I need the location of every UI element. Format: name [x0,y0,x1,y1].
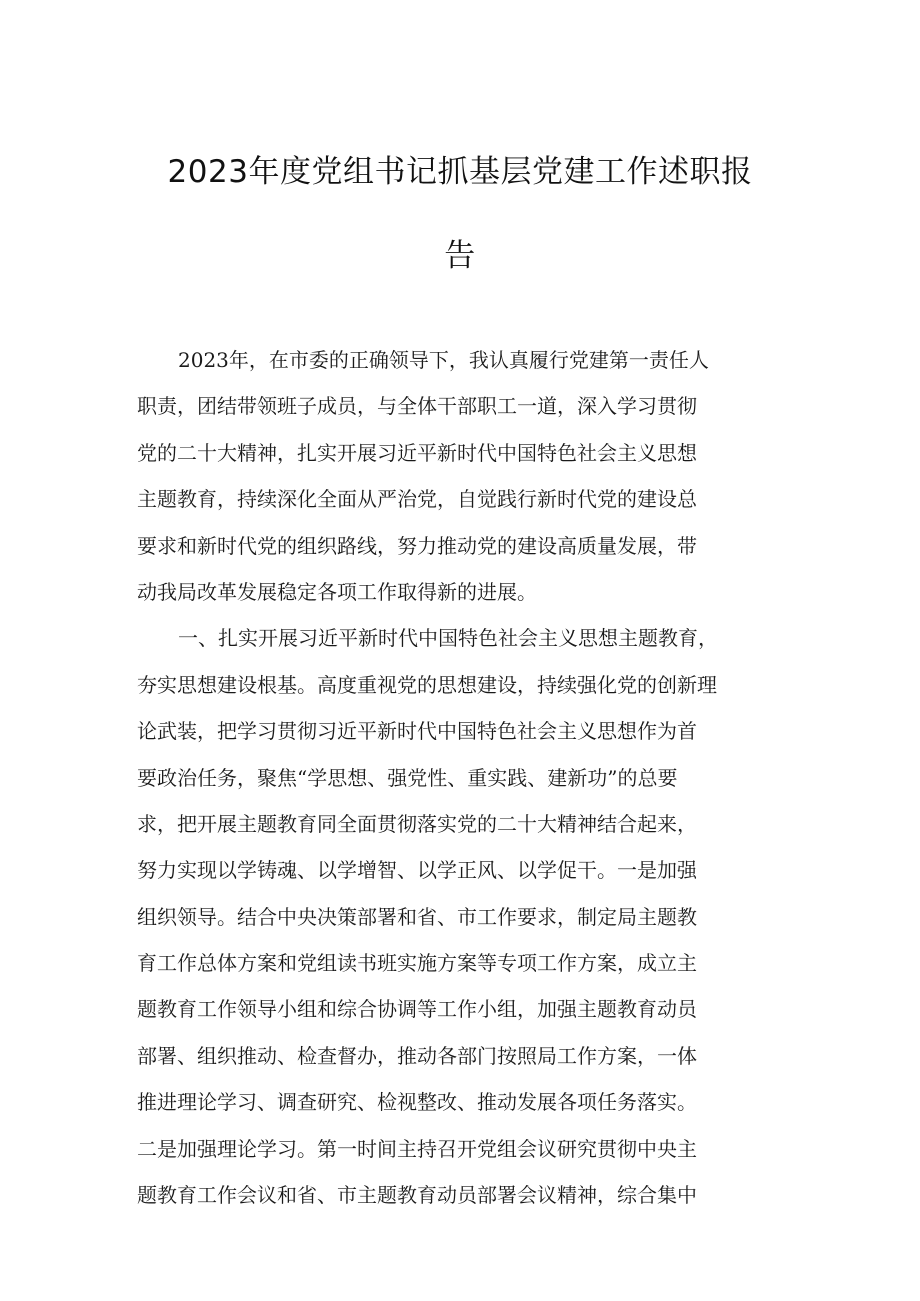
text-line: 求，把开展主题教育同全面贯彻落实党的二十大精神结合起来， [137,811,697,836]
paragraph-section-1 [137,615,787,1218]
document-title-line-2: 告 [444,238,476,274]
text-line: 职责，团结带领班子成员，与全体干部职工一道，深入学习贯彻 [137,394,697,419]
text-line: 2023年，在市委的正确领导下，我认真履行党建第一责任人 [178,348,709,372]
text-line: 论武装，把学习贯彻习近平新时代中国特色社会主义思想作为首 [137,719,697,744]
text-line: 主题教育，持续深化全面从严治党，自觉践行新时代党的建设总 [137,487,697,512]
text-line: 动我局改革发展稳定各项工作取得新的进展。 [137,579,537,604]
text-line: 党的二十大精神，扎实开展习近平新时代中国特色社会主义思想 [137,440,697,465]
text-line: 二是加强理论学习。第一时间主持召开党组会议研究贯彻中央主 [137,1136,697,1161]
text-line: 育工作总体方案和党组读书班实施方案等专项工作方案，成立主 [137,951,697,976]
text-line: 组织领导。结合中央决策部署和省、市工作要求，制定局主题教 [137,904,697,929]
text-line: 要政治任务，聚焦“学思想、强党性、重实践、建新功”的总要 [137,765,678,790]
text-line: 努力实现以学铸魂、以学增智、以学正风、以学促干。一是加强 [137,858,697,883]
text-line: 部署、组织推动、检查督办，推动各部门按照局工作方案，一体 [137,1043,697,1068]
text-line: 题教育工作会议和省、市主题教育动员部署会议精神，综合集中 [137,1183,697,1208]
text-line: 夯实思想建设根基。高度重视党的思想建设，持续强化党的创新理 [137,672,717,697]
text-line: 推进理论学习、调查研究、检视整改、推动发展各项任务落实。 [137,1090,697,1115]
document-body [137,337,787,1218]
document-title-line-1: 2023年度党组书记抓基层党建工作述职报 [167,154,753,190]
text-line: 要求和新时代党的组织路线，努力推动党的建设高质量发展，带 [137,533,697,558]
text-line: 题教育工作领导小组和综合协调等工作小组，加强主题教育动员 [137,997,697,1022]
text-line: 一、扎实开展习近平新时代中国特色社会主义思想主题教育， [178,626,718,651]
paragraph-intro [137,337,787,615]
